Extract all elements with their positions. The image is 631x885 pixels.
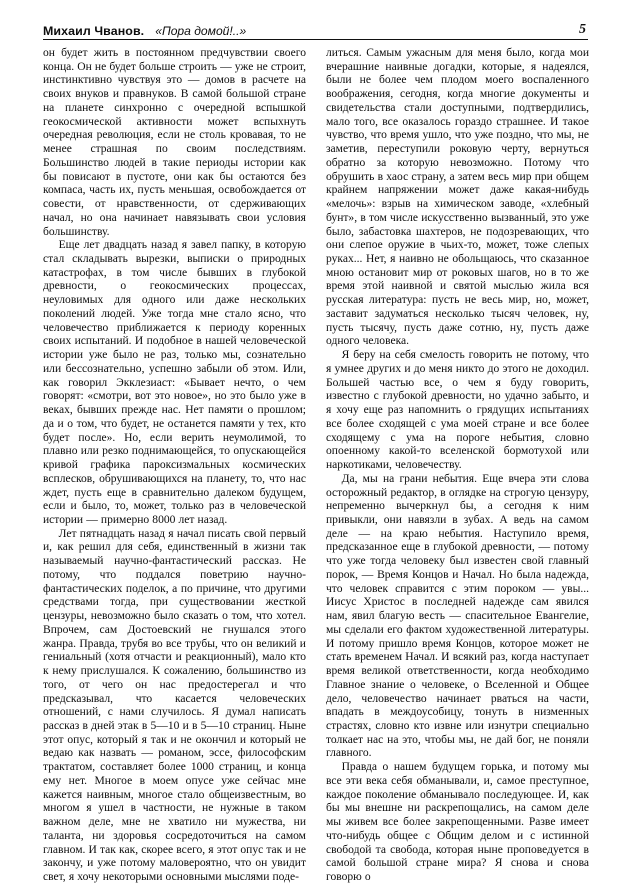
paragraph: Да, мы на грани небытия. Еще вчера эти слова осторожный редактор, в оглядке на строгую цензуру, непременно вычеркнул бы, а сегодня к ним привыкли, они навязли в зубах. А ведь на самом деле — на краю небытия. Наступило время, предсказанное еще в глубокой древности, — потому что уже тогда человеку был известен свой главный порок, — Время Концов и Начал. Но была надежда, что человек справится с этим пороком — увы... Иисус Христос в последней надежде сам явился нам, явил благую весть — спасительное Евангелие, мы сделали его фактом художественной литературы. И потому пришло время Концов, которое может не стать временем Начал. И всякий раз, когда наступает время великой ответственности, когда необходимо Главное знание о человеке, о Вселенной и Общее дело, человечество начинает рваться на части, впадать в междоусобицу, тонуть в низменных страстях, словно кто извне или изнутри специально толкает нас на это, чтобы мы, не дай бог, не поняли главного. xyxy=(326,472,589,760)
paragraph: литься. Самым ужасным для меня было, когда мои вчерашние наивные догадки, которые, я надеялся, были не более чем плодом моего воспаленного воображения, сегодня, когда многие документы и свидетельства стали доступными, подтвердились, мало того, все оказалось гораздо страшнее. И такое чувство, что время ушло, что уже поздно, что мы, не заметив, переступили роковую черту, вернуться обратно за которую невозможно. Потому что обрушить в хаос страну, а затем весь мир при общем крайнем напряжении может даже какая-нибудь «мелочь»: взрыв на химическом заводе, «хлебный бунт», в том числе искусственно вызванный, это уже было, забастовка шахтеров, не подозревающих, что они слепое оружие в чьих-то, может, тоже слепых руках... Нет, я наивно не обольщаюсь, что сказанное мною остановит мир от роковых шагов, но в то же время этой наивной и святой мыслью жила вся русская литература: пусть не весь мир, но, может, заставит задуматься несколько тысяч человек, ну, пусть тысячу, пусть даже сотню, ну, пусть даже одного человека. xyxy=(326,47,589,348)
paragraph: он будет жить в постоянном предчувствии своего конца. Он не будет больше строить — уже не строит, инстинктивно чувствуя это — домов в расчете на своих внуков и правнуков. В самой большой стране на планете синхронно с очередной вспышкой геокосмической активности может вспыхнуть очередная революция, если не столь кровавая, то не менее страшная по своим последствиям. Большинство людей в такие периоды истории как бы повисают в пустоте, они как бы остаются без компаса, часть их, пусть меньшая, освобождается от совести, от нравственности, от сдерживающих начал, но она начинает навязывать свои условия большинству. xyxy=(43,47,306,238)
paragraph: Я беру на себя смелость говорить не потому, что я умнее других и до меня никто до этого не доходил. Большей частью все, о чем я буду говорить, известно с глубокой древности, но удачно забыто, и я хочу еще раз напомнить о грядущих испытаниях все более сходящей с ума моей стране и все более сходящему с ума на пороге небытия, словно опоенному какой-то вселенской бормотухой или наркотиками, человечеству. xyxy=(326,349,589,472)
paragraph: Правда о нашем будущем горька, и потому мы все эти века себя обманывали, и, самое преступное, каждое поколение обманывало последующее. И, как бы мы внешне ни раскрепощались, на самом деле мы живем все более закрепощенными. Разве имеет что-нибудь общее с Общим делом и с истинной свободой та свобода, которая ныне проповедуется в самой большой стране мира? Я снова и снова говорю о xyxy=(326,761,589,884)
column-left xyxy=(43,47,306,884)
running-head-left xyxy=(43,24,246,38)
page-number: 5 xyxy=(579,22,586,37)
running-head-title: «Пора домой!..» xyxy=(155,24,247,38)
paragraph: Лет пятнадцать назад я начал писать свой первый и, как решил для себя, единственный в жизни так называемый научно-фантастический рассказ. Не потому, что поддался поветрию научно-фантастических поделок, а по причине, что другими средствами тогда, при существовании жесткой цензуры, невозможно было сказать о том, что хотел. Впрочем, сам Достоевский не гнушался этого жанра. Правда, трубя во все трубы, что он великий и гениальный (хотя отчасти и реакционный), мало кто к нему прислушался. К сожалению, большинство из того, от чего он нас предостерегал и что предсказывал, что касается человеческих отношений, с нами случилось. Я думал написать рассказ в дней этак в 5—10 и в 5—10 страниц. Ныне этот опус, который я так и не окончил и который не ведаю как назвать — романом, эссе, философским трактатом, составляет более 1000 страниц, и конца ему нет. Многое в моем опусе уже сейчас мне кажется наивным, многое стало общеизвестным, во многом я ушел в частности, не нужные в таком важном деле, мне не хватило ни мужества, ни таланта, ни здоровья сосредоточиться на самом главном. И так как, скорее всего, я этот опус так и не закончу, и уже потому маловероятно, что он увидит свет, я хочу некоторыми основными мыслями поде- xyxy=(43,527,306,884)
column-right xyxy=(326,47,589,884)
body-columns xyxy=(43,47,589,884)
running-head-author: Михаил Чванов. xyxy=(43,24,145,38)
running-head xyxy=(43,18,588,40)
paragraph: Еще лет двадцать назад я завел папку, в которую стал складывать вырезки, выписки о природных катастрофах, в том числе бывших в глубокой древности, о геокосмических процессах, неуловимых для одного или даже нескольких поколений людей. Уже тогда мне стало ясно, что человечество приближается к периоду коренных своих испытаний. И подобное в нашей человеческой истории уже было не раз, только мы, сознательно или бессознательно, успешно забыли об этом. Или, как говорил Экклезиаст: «Бывает нечто, о чем говорят: «смотри, вот это новое», но это было уже в веках, бывших прежде нас. Нет памяти о прошлом; да и о том, что будет, не останется памяти у тех, кто будет после». Но, если верить неумолимой, то плавно или резко поднимающейся, то опускающейся кривой графика пароксизмальных космических всплесков, обрушивающихся на планету, то, что нас ждет, пусть еще в сравнительно далеком будущем, если и было, то, может, только раз в человеческой истории — примерно 8000 лет назад. xyxy=(43,239,306,526)
